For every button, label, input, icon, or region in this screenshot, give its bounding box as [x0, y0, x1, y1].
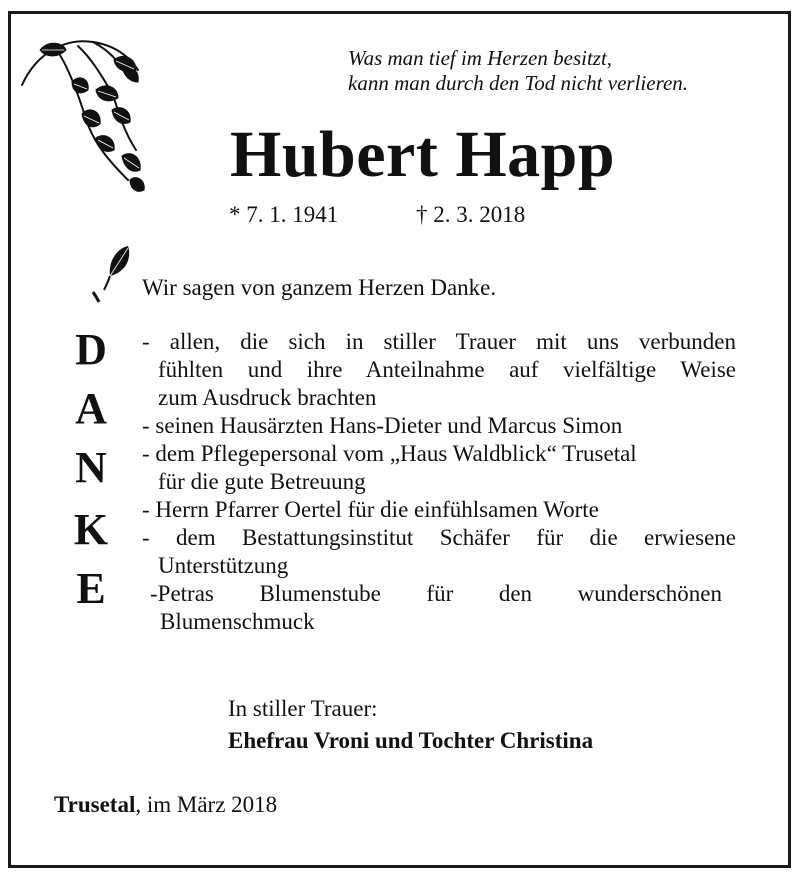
thanks-item-2: - seinen Hausärzten Hans-Dieter und Marcus Simon [142, 413, 623, 438]
thanks-item-1-line-1: - allen, die sich in stiller Trauer mit uns verbunden [142, 329, 736, 354]
thanks-item-1-line-2: fühlten und ihre Anteilnahme auf vielfältige Weise [158, 357, 736, 382]
death-date: † 2. 3. 2018 [416, 202, 526, 227]
closing-line [54, 792, 277, 818]
thanks-item-1 [142, 328, 736, 356]
thanks-item-1-line-3: zum Ausdruck brachten [158, 385, 377, 410]
danke-letter-d: D [75, 325, 107, 374]
thanks-item-3-line-2: für die gute Betreuung [158, 469, 366, 494]
memorial-quote [348, 46, 688, 96]
thanks-item-5 [142, 524, 736, 552]
danke-letter-e: E [76, 564, 106, 613]
falling-leaf-icon [88, 240, 138, 305]
mourning-family: Ehefrau Vroni und Tochter Christina [228, 728, 594, 753]
thanks-item-4: - Herrn Pfarrer Oertel für die einfühlsamen Worte [142, 497, 599, 522]
thanks-intro: Wir sagen von ganzem Herzen Danke. [142, 275, 497, 300]
leaf-branch-icon [18, 30, 168, 195]
danke-letter-a: A [75, 384, 107, 433]
mourning-intro: In stiller Trauer: [228, 696, 378, 721]
deceased-name: Hubert Happ [230, 118, 616, 191]
thanks-item-6-line-2: Blumenschmuck [160, 609, 315, 634]
danke-letter-n: N [75, 443, 107, 492]
danke-letter-k: K [73, 505, 109, 554]
thanks-item-6 [150, 580, 722, 608]
birth-date: * 7. 1. 1941 [229, 202, 339, 227]
quote-line-2: kann man durch den Tod nicht verlieren. [348, 71, 689, 95]
thanks-item-5-line-1: - dem Bestattungsinstitut Schäfer für die erwiesene [142, 525, 736, 550]
thanks-item-3-line-1: - dem Pflegepersonal vom „Haus Waldblick“ Trusetal [142, 441, 637, 466]
closing-date: , im März 2018 [135, 792, 278, 817]
quote-line-1: Was man tief im Herzen besitzt, [348, 46, 613, 70]
thanks-item-6-line-1: -Petras Blumenstube für den wunderschönen [150, 581, 722, 606]
thanks-item-5-line-2: Unterstützung [158, 553, 289, 578]
thanks-item-1-cont [158, 356, 736, 384]
closing-place: Trusetal [54, 792, 136, 817]
